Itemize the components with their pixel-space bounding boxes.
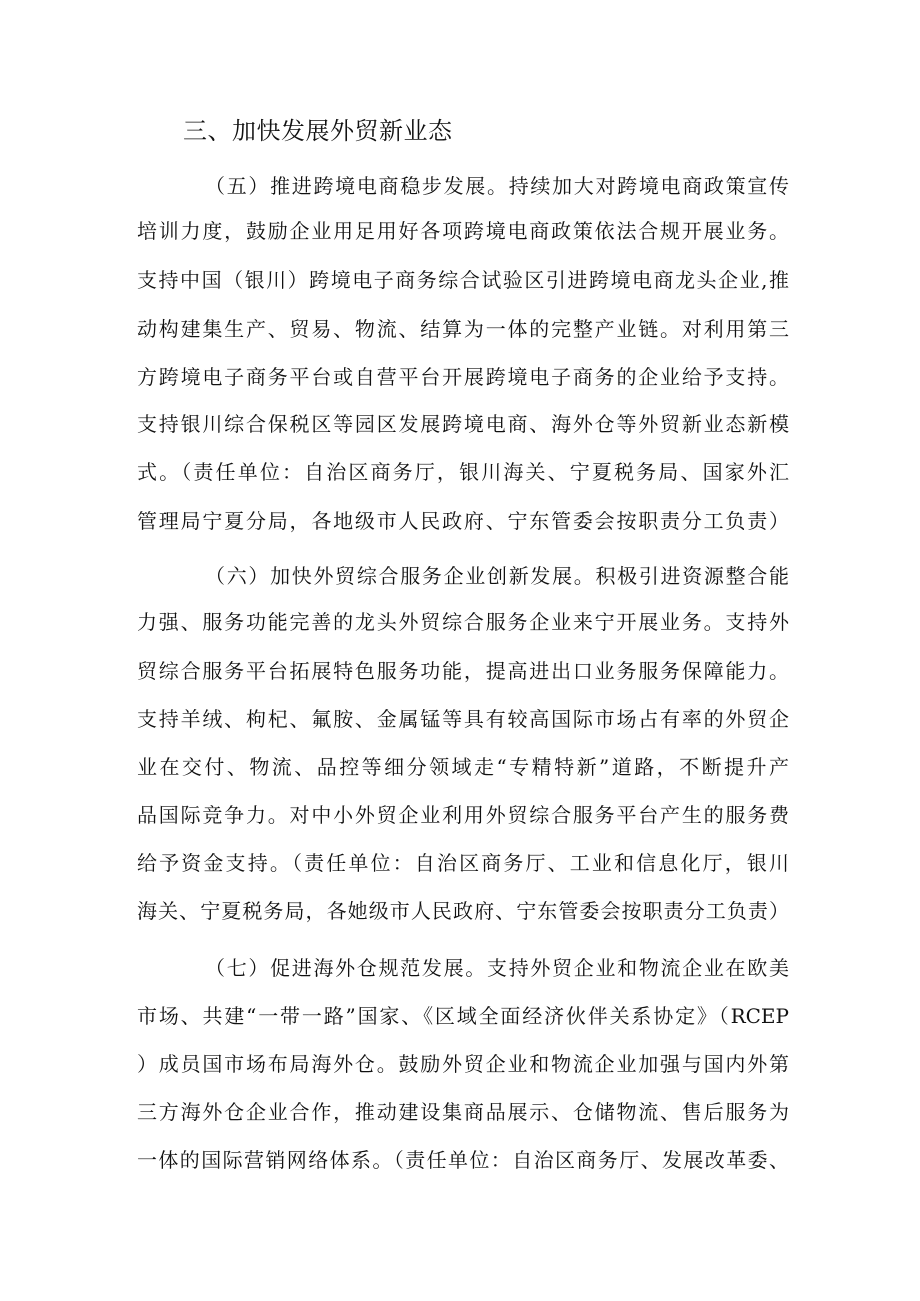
paragraph-7-line-4: 三方海外仓企业合作，推动建设集商品展示、仓储物流、售后服务为 — [137, 1100, 789, 1124]
paragraph-6-line-2: 力强、服务功能完善的龙头外贸综合服务企业来宁开展业务。支持外 — [137, 610, 789, 634]
paragraph-6-line-8: 海关、宁夏税务局，各她级市人民政府、宁东管委会按职责分工负责） — [137, 899, 789, 923]
paragraph-7-line-5: 一体的国际营销网络体系。（责任单位：自治区商务厅、发展改革委、 — [137, 1148, 789, 1172]
paragraph-5-line-6: 支持银川综合保税区等园区发展跨境电商、海外仓等外贸新业态新模 — [137, 412, 789, 436]
paragraph-7-line-3: ）成员国市场布局海外仓。鼓励外贸企业和物流企业加强与国内外第 — [137, 1052, 789, 1076]
section-heading: 三、加快发展外贸新业态 — [183, 117, 453, 145]
paragraph-5-line-1: （五）推进跨境电商稳步发展。持续加大对跨境电商政策宣传 — [205, 174, 789, 198]
paragraph-5-line-7: 式。（责任单位：自治区商务厅，银川海关、宁夏税务局、国家外汇 — [137, 460, 789, 484]
paragraph-6-line-1: （六）加快外贸综合服务企业创新发展。积极引进资源整合能 — [205, 564, 789, 588]
paragraph-5-line-3: 支持中国（银川）跨境电子商务综合试验区引进跨境电商龙头企业,推 — [137, 268, 789, 292]
paragraph-5-line-4: 动构建集生产、贸易、物流、结算为一体的完整产业链。对利用第三 — [137, 317, 789, 341]
paragraph-6-line-7: 给予资金支持。（责任单位：自治区商务厅、工业和信息化厅，银川 — [137, 851, 789, 875]
paragraph-6-line-6: 品国际竞争力。对中小外贸企业利用外贸综合服务平台产生的服务费 — [137, 803, 789, 827]
paragraph-6-line-5: 业在交付、物流、品控等细分领域走“专精特新”道路，不断提升产 — [137, 755, 789, 779]
paragraph-5-line-5: 方跨境电子商务平台或自营平台开展跨境电子商务的企业给予支持。 — [137, 365, 789, 389]
paragraph-5-line-2: 培训力度，鼓励企业用足用好各项跨境电商政策依法合规开展业务。 — [137, 219, 789, 243]
paragraph-5-line-8: 管理局宁夏分局，各地级市人民政府、宁东管委会按职责分工负责） — [137, 509, 789, 533]
paragraph-6-line-3: 贸综合服务平台拓展特色服务功能，提高进出口业务服务保障能力。 — [137, 659, 789, 683]
paragraph-6-line-4: 支持羊绒、枸杞、氟胺、金属锰等具有较高国际市场占有率的外贸企 — [137, 707, 789, 731]
paragraph-7-line-2: 市场、共建“一带一路”国家、《区域全面经济伙伴关系协定》（RCEP — [137, 1004, 789, 1028]
paragraph-7-line-1: （七）促进海外仓规范发展。支持外贸企业和物流企业在欧美 — [205, 956, 789, 980]
